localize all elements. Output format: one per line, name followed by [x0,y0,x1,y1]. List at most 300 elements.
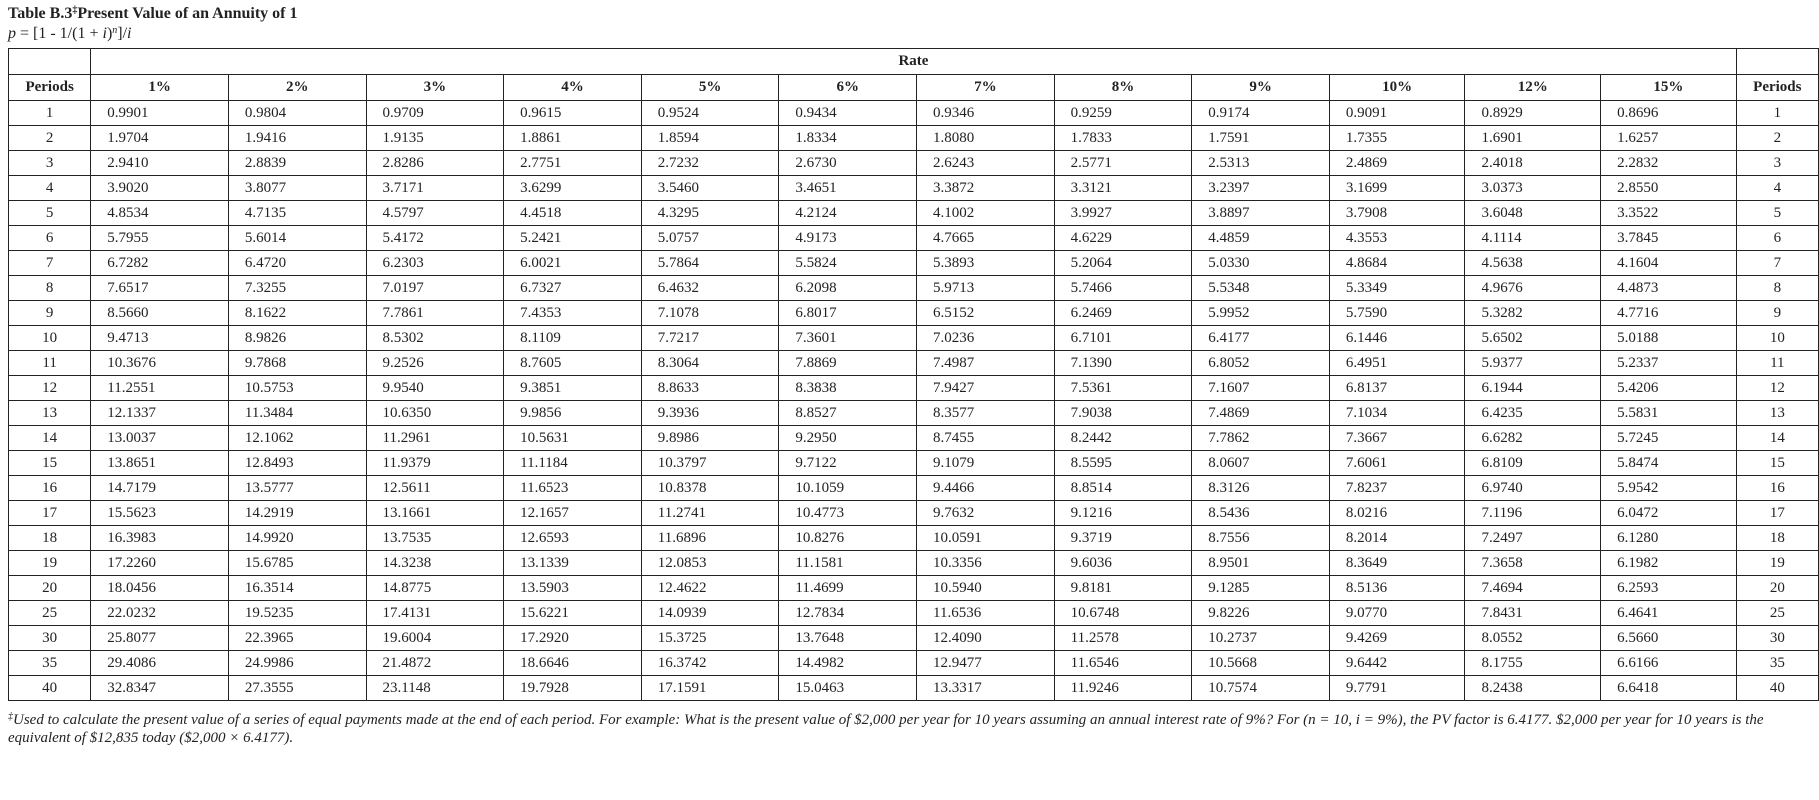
factor-cell: 9.1079 [917,451,1055,476]
factor-cell: 8.3838 [779,376,917,401]
factor-cell: 11.6896 [641,526,779,551]
factor-cell: 11.9379 [366,451,504,476]
factor-cell: 2.8550 [1601,176,1737,201]
factor-cell: 2.8839 [228,151,366,176]
factor-cell: 6.8017 [779,301,917,326]
blank-header-cell [1736,49,1818,75]
factor-cell: 8.8633 [641,376,779,401]
factor-cell: 0.9091 [1329,101,1465,126]
table-row [9,576,1819,601]
factor-cell: 5.0188 [1601,326,1737,351]
rate-column-header: 4% [504,75,642,101]
rate-column-header: 15% [1601,75,1737,101]
table-row [9,551,1819,576]
factor-cell: 15.6221 [504,601,642,626]
period-cell: 25 [9,601,91,626]
factor-cell: 8.1622 [228,301,366,326]
table-row [9,601,1819,626]
factor-cell: 11.2551 [91,376,229,401]
factor-cell: 6.8052 [1192,351,1330,376]
factor-cell: 9.7632 [917,501,1055,526]
factor-cell: 8.7556 [1192,526,1330,551]
factor-cell: 10.4773 [779,501,917,526]
factor-cell: 11.6536 [917,601,1055,626]
factor-cell: 8.3064 [641,351,779,376]
rate-column-header: 7% [917,75,1055,101]
factor-cell: 10.2737 [1192,626,1330,651]
factor-cell: 18.0456 [91,576,229,601]
factor-cell: 6.4641 [1601,601,1737,626]
period-cell: 1 [1736,101,1818,126]
factor-cell: 24.9986 [228,651,366,676]
table-row [9,376,1819,401]
factor-cell: 7.9427 [917,376,1055,401]
factor-cell: 12.1657 [504,501,642,526]
factor-cell: 5.9952 [1192,301,1330,326]
rate-column-header: 10% [1329,75,1465,101]
factor-cell: 7.2497 [1465,526,1601,551]
table-row [9,151,1819,176]
factor-cell: 6.2593 [1601,576,1737,601]
factor-cell: 7.9038 [1054,401,1192,426]
present-value-table [8,48,1819,701]
factor-cell: 7.8431 [1465,601,1601,626]
factor-cell: 11.4699 [779,576,917,601]
factor-cell: 0.9901 [91,101,229,126]
factor-cell: 3.3872 [917,176,1055,201]
factor-cell: 5.9713 [917,276,1055,301]
formula-i: i [102,25,107,42]
table-title [8,4,1819,24]
formula-p: p [8,25,16,42]
factor-cell: 6.4177 [1192,326,1330,351]
factor-cell: 25.8077 [91,626,229,651]
factor-cell: 12.1062 [228,426,366,451]
factor-cell: 4.7716 [1601,301,1737,326]
factor-cell: 11.6523 [504,476,642,501]
factor-cell: 13.5777 [228,476,366,501]
factor-cell: 0.9615 [504,101,642,126]
factor-cell: 3.7845 [1601,226,1737,251]
factor-cell: 19.7928 [504,676,642,701]
factor-cell: 3.1699 [1329,176,1465,201]
table-row [9,301,1819,326]
factor-cell: 10.8378 [641,476,779,501]
factor-cell: 10.5753 [228,376,366,401]
factor-cell: 9.6036 [1054,551,1192,576]
period-cell: 35 [9,651,91,676]
factor-cell: 1.8334 [779,126,917,151]
factor-cell: 7.4353 [504,301,642,326]
factor-cell: 10.5631 [504,426,642,451]
factor-cell: 7.7217 [641,326,779,351]
factor-cell: 23.1148 [366,676,504,701]
factor-cell: 8.2014 [1329,526,1465,551]
factor-cell: 1.8861 [504,126,642,151]
factor-cell: 8.1755 [1465,651,1601,676]
factor-cell: 2.5771 [1054,151,1192,176]
factor-cell: 17.1591 [641,676,779,701]
period-cell: 14 [9,426,91,451]
factor-cell: 6.1982 [1601,551,1737,576]
factor-cell: 4.5797 [366,201,504,226]
footnote-mark: ‡ [8,711,13,722]
table-row [9,101,1819,126]
factor-cell: 17.2260 [91,551,229,576]
factor-cell: 7.5361 [1054,376,1192,401]
factor-cell: 4.7665 [917,226,1055,251]
factor-cell: 15.6785 [228,551,366,576]
factor-cell: 5.3893 [917,251,1055,276]
factor-cell: 5.5348 [1192,276,1330,301]
factor-cell: 5.7466 [1054,276,1192,301]
period-cell: 30 [1736,626,1818,651]
factor-cell: 9.9540 [366,376,504,401]
factor-cell: 8.2438 [1465,676,1601,701]
factor-cell: 19.5235 [228,601,366,626]
factor-cell: 6.5152 [917,301,1055,326]
factor-cell: 14.7179 [91,476,229,501]
factor-cell: 8.5436 [1192,501,1330,526]
factor-cell: 6.8109 [1465,451,1601,476]
factor-cell: 1.9416 [228,126,366,151]
table-row [9,126,1819,151]
table-title-number: Table B.3 [8,5,73,22]
factor-cell: 9.8986 [641,426,779,451]
factor-cell: 5.8474 [1601,451,1737,476]
factor-cell: 4.6229 [1054,226,1192,251]
table-row [9,526,1819,551]
factor-cell: 5.7864 [641,251,779,276]
rate-column-header: 9% [1192,75,1330,101]
factor-cell: 9.9856 [504,401,642,426]
factor-cell: 22.3965 [228,626,366,651]
factor-cell: 8.0216 [1329,501,1465,526]
factor-cell: 11.1581 [779,551,917,576]
factor-cell: 8.9826 [228,326,366,351]
factor-cell: 14.2919 [228,501,366,526]
title-footnote-mark: ‡ [72,5,78,16]
factor-cell: 8.5660 [91,301,229,326]
period-cell: 12 [1736,376,1818,401]
factor-cell: 4.9676 [1465,276,1601,301]
factor-cell: 4.4518 [504,201,642,226]
factor-cell: 10.3797 [641,451,779,476]
table-row [9,276,1819,301]
factor-cell: 10.6350 [366,401,504,426]
factor-cell: 5.3282 [1465,301,1601,326]
period-cell: 8 [1736,276,1818,301]
factor-cell: 7.3601 [779,326,917,351]
rate-column-header: 1% [91,75,229,101]
period-cell: 18 [9,526,91,551]
factor-cell: 7.1607 [1192,376,1330,401]
table-row [9,201,1819,226]
factor-cell: 3.3522 [1601,201,1737,226]
table-row [9,451,1819,476]
factor-cell: 12.9477 [917,651,1055,676]
annuity-formula [8,24,1819,46]
period-cell: 3 [9,151,91,176]
factor-cell: 11.2741 [641,501,779,526]
formula-part-2: ]/ [117,25,128,42]
period-cell: 9 [9,301,91,326]
formula-close: ) [106,25,113,42]
factor-cell: 10.5940 [917,576,1055,601]
factor-cell: 12.0853 [641,551,779,576]
factor-cell: 6.5660 [1601,626,1737,651]
factor-cell: 7.1078 [641,301,779,326]
factor-cell: 2.4869 [1329,151,1465,176]
factor-cell: 0.9346 [917,101,1055,126]
table-row [9,251,1819,276]
factor-cell: 1.8594 [641,126,779,151]
formula-exponent-n: n [112,25,118,36]
factor-cell: 6.1944 [1465,376,1601,401]
factor-cell: 5.0757 [641,226,779,251]
factor-cell: 2.6243 [917,151,1055,176]
factor-cell: 7.4694 [1465,576,1601,601]
period-cell: 10 [9,326,91,351]
factor-cell: 8.3649 [1329,551,1465,576]
period-cell: 1 [9,101,91,126]
factor-cell: 14.3238 [366,551,504,576]
factor-cell: 9.4269 [1329,626,1465,651]
period-cell: 16 [9,476,91,501]
factor-cell: 7.0236 [917,326,1055,351]
factor-cell: 10.7574 [1192,676,1330,701]
factor-cell: 17.2920 [504,626,642,651]
factor-cell: 2.5313 [1192,151,1330,176]
factor-cell: 6.4720 [228,251,366,276]
factor-cell: 4.7135 [228,201,366,226]
factor-cell: 3.2397 [1192,176,1330,201]
factor-cell: 5.5831 [1601,401,1737,426]
factor-cell: 13.7648 [779,626,917,651]
factor-cell: 7.1034 [1329,401,1465,426]
factor-cell: 4.5638 [1465,251,1601,276]
factor-cell: 11.2578 [1054,626,1192,651]
factor-cell: 5.5824 [779,251,917,276]
period-cell: 2 [9,126,91,151]
factor-cell: 9.4466 [917,476,1055,501]
factor-cell: 7.4869 [1192,401,1330,426]
factor-cell: 6.6418 [1601,676,1737,701]
factor-cell: 5.4206 [1601,376,1737,401]
factor-cell: 5.7955 [91,226,229,251]
factor-cell: 5.2337 [1601,351,1737,376]
factor-cell: 3.3121 [1054,176,1192,201]
table-row [9,176,1819,201]
factor-cell: 14.0939 [641,601,779,626]
factor-cell: 7.8869 [779,351,917,376]
factor-cell: 5.0330 [1192,251,1330,276]
factor-cell: 1.8080 [917,126,1055,151]
table-row [9,501,1819,526]
factor-cell: 2.7751 [504,151,642,176]
factor-cell: 10.3676 [91,351,229,376]
factor-cell: 13.5903 [504,576,642,601]
factor-cell: 7.1390 [1054,351,1192,376]
factor-cell: 3.5460 [641,176,779,201]
factor-cell: 7.8237 [1329,476,1465,501]
factor-cell: 21.4872 [366,651,504,676]
factor-cell: 8.7605 [504,351,642,376]
rate-header-row [9,49,1819,75]
periods-column-header: Periods [1736,75,1818,101]
factor-cell: 1.9704 [91,126,229,151]
factor-cell: 3.8077 [228,176,366,201]
period-cell: 6 [1736,226,1818,251]
period-cell: 5 [9,201,91,226]
factor-cell: 9.7122 [779,451,917,476]
period-cell: 12 [9,376,91,401]
factor-cell: 8.3126 [1192,476,1330,501]
factor-cell: 1.7355 [1329,126,1465,151]
factor-cell: 5.9377 [1465,351,1601,376]
factor-cell: 6.1280 [1601,526,1737,551]
column-header-row [9,75,1819,101]
factor-cell: 8.1109 [504,326,642,351]
factor-cell: 7.6517 [91,276,229,301]
factor-cell: 8.5136 [1329,576,1465,601]
table-row [9,326,1819,351]
factor-cell: 6.1446 [1329,326,1465,351]
factor-cell: 9.3936 [641,401,779,426]
table-row [9,351,1819,376]
factor-cell: 3.7171 [366,176,504,201]
factor-cell: 0.9804 [228,101,366,126]
factor-cell: 6.7327 [504,276,642,301]
factor-cell: 5.2064 [1054,251,1192,276]
period-cell: 25 [1736,601,1818,626]
factor-cell: 5.7590 [1329,301,1465,326]
factor-cell: 12.6593 [504,526,642,551]
table-row [9,226,1819,251]
period-cell: 10 [1736,326,1818,351]
factor-cell: 0.9259 [1054,101,1192,126]
rate-column-header: 2% [228,75,366,101]
rate-column-header: 12% [1465,75,1601,101]
factor-cell: 15.0463 [779,676,917,701]
factor-cell: 9.1216 [1054,501,1192,526]
factor-cell: 5.3349 [1329,276,1465,301]
table-row [9,426,1819,451]
factor-cell: 8.2442 [1054,426,1192,451]
factor-cell: 6.4951 [1329,351,1465,376]
period-cell: 20 [1736,576,1818,601]
factor-cell: 5.7245 [1601,426,1737,451]
factor-cell: 13.0037 [91,426,229,451]
period-cell: 13 [1736,401,1818,426]
factor-cell: 6.2303 [366,251,504,276]
factor-cell: 8.0552 [1465,626,1601,651]
factor-cell: 5.4172 [366,226,504,251]
factor-cell: 14.4982 [779,651,917,676]
factor-cell: 2.8286 [366,151,504,176]
period-cell: 11 [9,351,91,376]
factor-cell: 4.9173 [779,226,917,251]
factor-cell: 8.5595 [1054,451,1192,476]
factor-cell: 7.7861 [366,301,504,326]
factor-cell: 3.4651 [779,176,917,201]
factor-cell: 4.8534 [91,201,229,226]
factor-cell: 13.1661 [366,501,504,526]
factor-cell: 1.7591 [1192,126,1330,151]
factor-cell: 4.1002 [917,201,1055,226]
factor-cell: 7.4987 [917,351,1055,376]
formula-i-divisor: i [127,25,132,42]
factor-cell: 6.7282 [91,251,229,276]
formula-part-1: = [1 - 1/(1 + [16,25,103,42]
factor-cell: 22.0232 [91,601,229,626]
factor-cell: 16.3983 [91,526,229,551]
factor-cell: 9.8226 [1192,601,1330,626]
factor-cell: 12.1337 [91,401,229,426]
factor-cell: 0.8696 [1601,101,1737,126]
factor-cell: 9.7791 [1329,676,1465,701]
period-cell: 18 [1736,526,1818,551]
factor-cell: 9.7868 [228,351,366,376]
periods-column-header: Periods [9,75,91,101]
factor-cell: 2.6730 [779,151,917,176]
factor-cell: 3.8897 [1192,201,1330,226]
period-cell: 19 [1736,551,1818,576]
factor-cell: 13.3317 [917,676,1055,701]
factor-cell: 4.1604 [1601,251,1737,276]
factor-cell: 9.8181 [1054,576,1192,601]
factor-cell: 13.7535 [366,526,504,551]
period-cell: 6 [9,226,91,251]
rate-column-header: 5% [641,75,779,101]
factor-cell: 3.9020 [91,176,229,201]
factor-cell: 13.1339 [504,551,642,576]
factor-cell: 11.9246 [1054,676,1192,701]
period-cell: 4 [1736,176,1818,201]
factor-cell: 11.3484 [228,401,366,426]
factor-cell: 16.3514 [228,576,366,601]
period-cell: 4 [9,176,91,201]
factor-cell: 15.5623 [91,501,229,526]
factor-cell: 6.4632 [641,276,779,301]
factor-cell: 3.7908 [1329,201,1465,226]
rate-header: Rate [91,49,1736,75]
factor-cell: 7.3667 [1329,426,1465,451]
factor-cell: 6.8137 [1329,376,1465,401]
factor-cell: 8.3577 [917,401,1055,426]
factor-cell: 9.0770 [1329,601,1465,626]
table-row [9,651,1819,676]
factor-cell: 1.7833 [1054,126,1192,151]
factor-cell: 0.8929 [1465,101,1601,126]
factor-cell: 19.6004 [366,626,504,651]
factor-cell: 4.3295 [641,201,779,226]
factor-cell: 13.8651 [91,451,229,476]
period-cell: 19 [9,551,91,576]
factor-cell: 3.0373 [1465,176,1601,201]
period-cell: 5 [1736,201,1818,226]
factor-cell: 6.7101 [1054,326,1192,351]
factor-cell: 15.3725 [641,626,779,651]
period-cell: 9 [1736,301,1818,326]
period-cell: 11 [1736,351,1818,376]
factor-cell: 18.6646 [504,651,642,676]
factor-cell: 0.9709 [366,101,504,126]
factor-cell: 0.9434 [779,101,917,126]
factor-cell: 8.9501 [1192,551,1330,576]
factor-cell: 10.5668 [1192,651,1330,676]
factor-cell: 8.5302 [366,326,504,351]
